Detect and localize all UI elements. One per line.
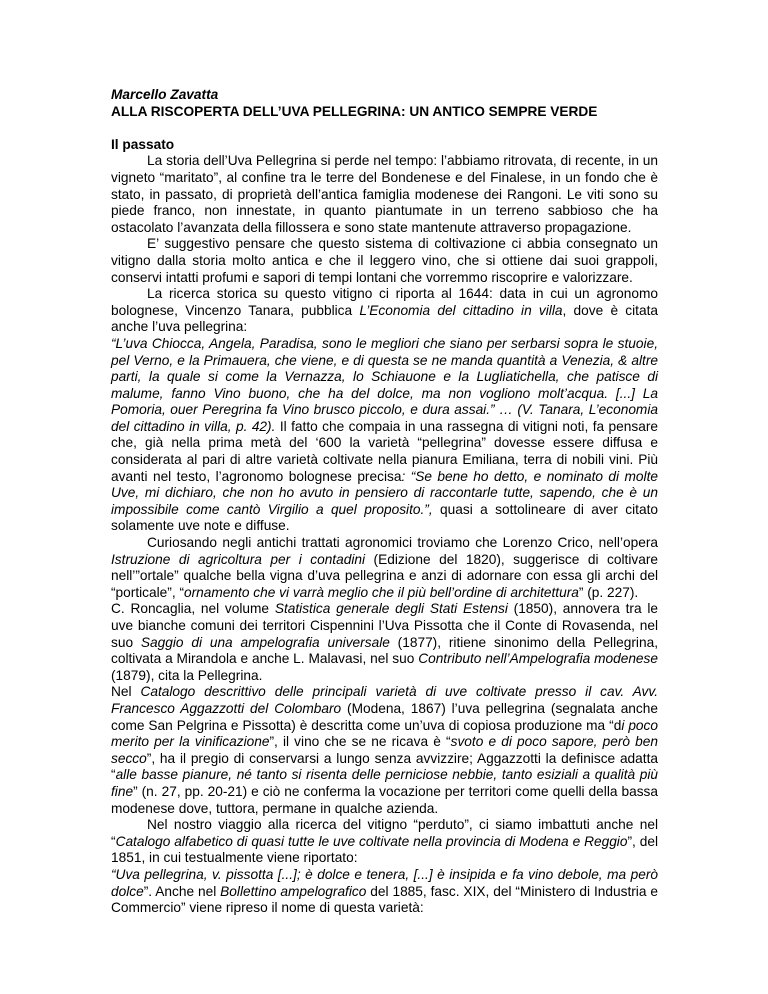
book-title: Contributo nell’Ampelografia modenese [418,651,659,667]
document-title: ALLA RISCOPERTA DELL’UVA PELLEGRINA: UN ANTICO SEMPRE VERDE [111,103,598,119]
book-title: Bollettino ampelografico [220,883,367,899]
paragraph-3 [111,286,658,336]
paragraph-8 [111,817,658,867]
text-run: ” (p. 227). [578,584,639,600]
text-run: ”, ha il pregio di conservarsi a lungo senza avvizzire; Aggazzotti la definisce adatta “ [111,750,658,783]
quotation: : “Se bene ho detto, e nominato di molte Uve, mi dichiaro, che non ho avuto in pensiero di raccontarle tutte, sapendo, che è un impossibile come cantò Virgilio a quel proposito.”, [111,468,658,517]
quotation: ornamento che vi varrà meglio che il più bell’ordine di architettura [184,584,579,600]
text-run: ” (n. 27, pp. 20-21) e ciò ne conferma la vocazione per territori come quelli della bassa modenese dove, tuttora, permane in qualche azienda. [111,783,658,816]
book-title: L’Economia del cittadino in villa [359,302,563,318]
paragraph-4-quotation [111,336,658,535]
paragraph-6 [111,601,658,684]
book-title: Catalogo descrittivo delle principali varietà di uve coltivate presso il cav. Avv. Francesco Aggazzotti del Colombaro [111,684,658,716]
paragraph-2: E’ suggestivo pensare che questo sistema di coltivazione ci abbia consegnato un vitigno dalla storia molto antica e che il leggero vino, che si ottiene dai suoi grappoli, conservi intatti profumi e sapori di tempi lontani che vorremmo riscoprire e valorizzare. [111,236,658,285]
text-run: (Modena, 1867) l’uva pellegrina (segnalata anche come San Pelgrina e Pissotta) è descritta come un’uva di copiosa produzione ma “d [111,700,658,733]
text-run: quasi a sottolineare di aver citato solamente uve note e diffuse. [111,501,658,534]
text-run: ”, il vino che se ne ricava è “ [269,734,451,750]
text-run: del 1885, fasc. XIX, del “Ministero di Industria e Commercio” viene ripreso il nome di questa varietà: [111,883,658,916]
text-run: ”. Anche nel [143,883,221,899]
text-run: Nel [111,684,141,700]
text-run: Il fatto che compaia in una rassegna di vitigni noti, fa pensare che, già nella prima metà del ‘600 la varietà “pellegrina” dovesse essere diffusa e considerata al pari di altre varietà coltivate nella pianura Emiliana, terra di nobili vini. Più avanti nel testo, l’agronomo bolognese precisa [111,418,658,484]
text-run: Curiosando negli antichi trattati agronomici troviamo che Lorenzo Crico, nell’opera [147,535,658,551]
text-run: (1877), ritiene sinonimo della Pellegrina, coltivata a Mirandola e anche L. Malavasi, nel suo [111,634,658,667]
book-title: Saggio di una ampelografia universale [140,634,390,650]
paragraph-1: La storia dell’Uva Pellegrina si perde nel tempo: l’abbiamo ritrovata, di recente, in un vigneto “maritato”, al confine tra le terre del Bondenese e del Finalese, in un fondo che è stato, in passato, di proprietà dell’antica famiglia modenese dei Rangoni. Le viti sono su piede franco, non innestate, in quanto piantumate in un terreno sabbioso che ha ostacolato l’avanzata della fillossera e sono state mantenute attraverso propagazione. [111,153,658,235]
author-name: Marcello Zavatta [111,87,219,102]
book-title: Statistica generale degli Stati Estensi [274,601,508,617]
text-run: (1850), annovera tra le uve bianche comuni dei territori Cispennini l’Uva Pissotta che il Conte di Rovasenda, nel suo [111,601,658,650]
quotation: “L’uva Chiocca, Angela, Paradisa, sono le megliori che siano per serbarsi sopra le stuoie, pel Verno, e la Primauera, che viene, e di questa se ne manda quantità a Venezia, & altre parti, la quale si come la Vernazza, lo Schiauone e la Lugliatichella, che patisce di malume, fanno Vino buono, che ha del dolce, ma non vogliono molt’acqua. [...] La Pomoria, ouer Peregrina fa Vino brusco piccolo, e dura assai.” … (V. Tanara, L’economia del cittadino in villa, p. 42). [111,335,658,434]
quotation: i poco merito per la vinificazione [111,717,658,750]
text-run: C. Roncaglia, nel volume [111,601,275,617]
quotation: alle basse pianure, né tanto si risenta delle perniciose nebbie, tanto esiziali a qualità più fine [111,767,658,799]
text-run: (Edizione del 1820), suggerisce di coltivare nell’”ortale” qualche bella vigna d’uva pellegrina e anzi di adornare con essa gli archi del “porticale”, “ [111,551,658,600]
book-title: Istruzione di agricoltura per i contadini [111,551,366,567]
book-title: Catalogo alfabetico di quasi tutte le uve coltivate nella provincia di Modena e Reggio [115,833,628,849]
text-run: La ricerca storica su questo vitigno ci riporta al 1644: data in cui un agronomo bolognese, Vincenzo Tanara, pubblica [111,286,658,318]
text-run: (1879), cita la Pellegrina. [111,667,263,683]
paragraph-5 [111,535,658,601]
paragraph-7 [111,684,658,817]
text-run: ”, del 1851, in cui testualmente viene riportato: [111,833,659,866]
paragraph-9 [111,867,658,917]
quotation: svoto e di poco sapore, però ben secco [111,734,658,766]
text-run: Nel nostro viaggio alla ricerca del vitigno “perduto”, ci siamo imbattuti anche nel “ [111,817,658,849]
quotation: “Uva pellegrina, v. pissotta [...]; è dolce e tenera, [...] è insipida e fa vino debole, ma però dolce [111,866,658,899]
section-heading: Il passato [111,136,175,152]
text-run: , dove è citata anche l’uva pellegrina: [111,302,658,335]
spacer [111,120,658,137]
